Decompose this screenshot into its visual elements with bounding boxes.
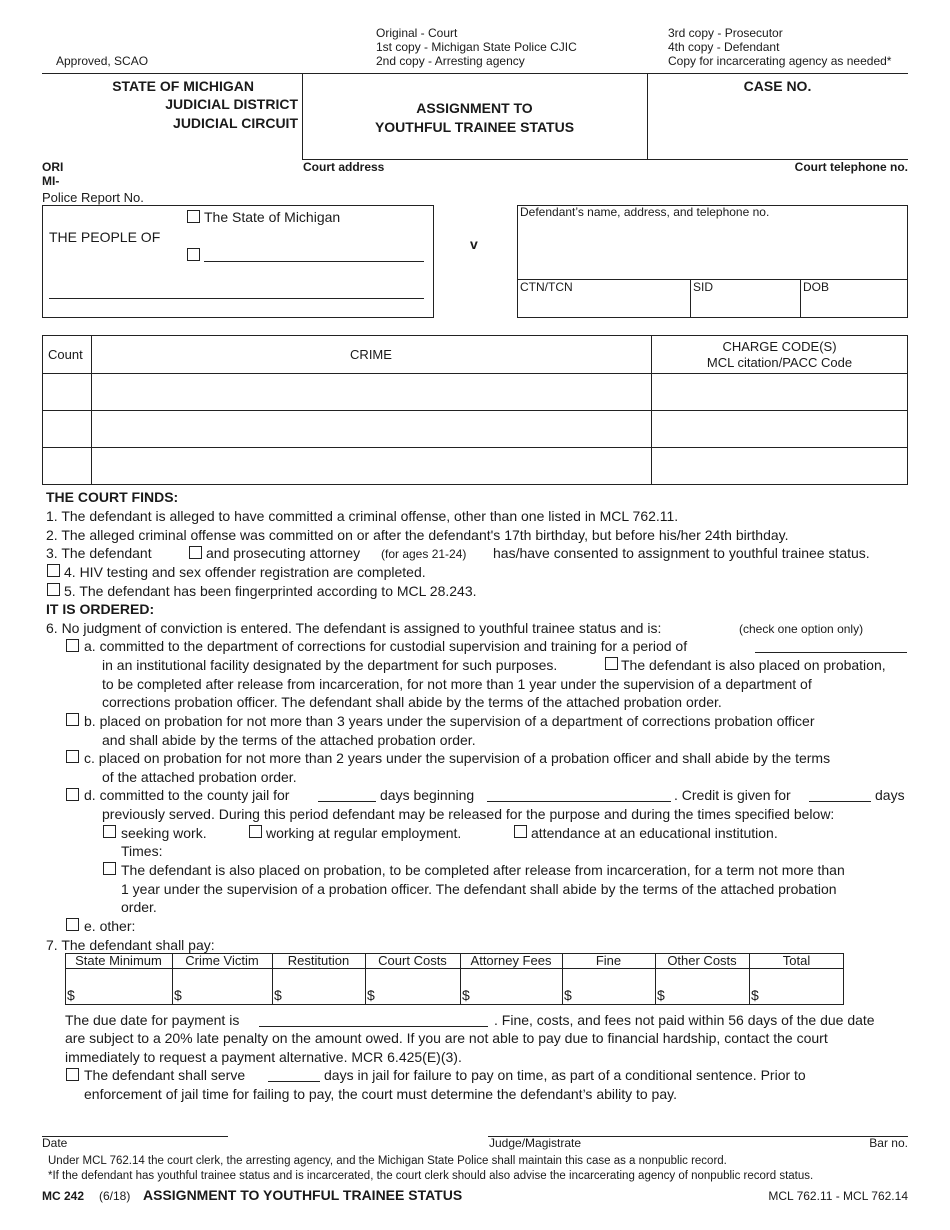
finding-3-defendant: 3. The defendant (46, 545, 152, 561)
late-penalty-line2: are subject to a 20% late penalty on the amount owed. If you are not able to pay due to financial hardship, contact the court (65, 1030, 828, 1046)
restitution-header: Restitution (287, 953, 350, 968)
due-date-line[interactable] (259, 1026, 488, 1027)
copy-original: Original - Court (376, 26, 458, 40)
defendant-info-label: Defendant’s name, address, and telephone no. (520, 205, 770, 219)
other-costs-header: Other Costs (667, 953, 737, 968)
plaintiff-blank-line[interactable] (49, 298, 424, 299)
state-of-michigan-checkbox[interactable] (187, 210, 200, 223)
form-title-line1: ASSIGNMENT TO (416, 100, 533, 116)
option-d-probation-line1: The defendant is also placed on probation, to be completed after release from incarceration, for a term not more than (121, 862, 845, 878)
state-minimum-amount[interactable]: $ (67, 987, 75, 1003)
jail-failure-line1: days in jail for failure to pay on time, as part of a conditional sentence. Prior to (324, 1067, 806, 1083)
copy-incarcerating: Copy for incarcerating agency as needed* (668, 54, 892, 68)
option-d-jail: d. committed to the county jail for (84, 787, 290, 803)
finding-4-checkbox[interactable] (47, 564, 60, 577)
charge-code-header: CHARGE CODE(S) (722, 339, 837, 354)
educational-institution-checkbox[interactable] (514, 825, 527, 838)
finding-3-ages-note: (for ages 21-24) (381, 547, 467, 561)
ori-label: ORI (42, 160, 64, 174)
option-d-days: days (875, 787, 905, 803)
finding-5: 5. The defendant has been fingerprinted according to MCL 28.243. (64, 583, 477, 599)
jail-failure-checkbox[interactable] (66, 1068, 79, 1081)
option-a-line4: corrections probation officer. The defendant shall abide by the terms of the attached probation order. (102, 694, 722, 710)
total-amount[interactable]: $ (751, 987, 759, 1003)
other-plaintiff-line[interactable] (204, 261, 424, 262)
option-a-line3: to be completed after release from incarceration, for not more than 1 year under the supervision of a department of (102, 676, 812, 692)
jail-failure-line2: enforcement of jail time for failing to pay, the court must determine the defendant’s ability to pay. (84, 1086, 677, 1102)
sid-label: SID (693, 280, 714, 294)
finding-3-prosecutor-checkbox[interactable] (189, 546, 202, 559)
approved-scao: Approved, SCAO (56, 54, 149, 68)
option-e-checkbox[interactable] (66, 918, 79, 931)
option-c-checkbox[interactable] (66, 750, 79, 763)
finding-1: 1. The defendant is alleged to have committed a criminal offense, other than one listed in MCL 762.11. (46, 508, 679, 524)
copy-4th: 4th copy - Defendant (668, 40, 780, 54)
option-d-credit: . Credit is given for (674, 787, 791, 803)
option-a-probation: The defendant is also placed on probation, (621, 657, 886, 673)
option-b-line1: b. placed on probation for not more than 3 years under the supervision of a department of corrections probation officer (84, 713, 815, 729)
copy-1st: 1st copy - Michigan State Police CJIC (376, 40, 577, 54)
crime-victim-amount[interactable]: $ (174, 987, 182, 1003)
finding-4: 4. HIV testing and sex offender registration are completed. (64, 564, 426, 580)
other-costs-amount[interactable]: $ (657, 987, 665, 1003)
nonpublic-note: Under MCL 762.14 the court clerk, the arresting agency, and the Michigan State Police shall maintain this case as a nonpublic record. (48, 1155, 727, 1167)
judge-label: Judge/Magistrate (489, 1136, 582, 1150)
count-header: Count (48, 347, 83, 362)
court-costs-header: Court Costs (378, 953, 447, 968)
late-penalty-line1: . Fine, costs, and fees not paid within 56 days of the due date (494, 1012, 875, 1028)
option-e-label: e. other: (84, 918, 136, 934)
finding-3-consent: has/have consented to assignment to youthful trainee status. (493, 545, 870, 561)
date-label: Date (42, 1136, 68, 1150)
option-d-probation-checkbox[interactable] (103, 862, 116, 875)
header-top-rule (42, 73, 908, 74)
footer-mcl: MCL 762.11 - MCL 762.14 (768, 1189, 908, 1203)
seeking-work-checkbox[interactable] (103, 825, 116, 838)
copy-2nd: 2nd copy - Arresting agency (376, 54, 525, 68)
educational-institution-label: attendance at an educational institution. (531, 825, 778, 841)
times-label: Times: (121, 843, 163, 859)
court-costs-amount[interactable]: $ (367, 987, 375, 1003)
option-d-line2: previously served. During this period defendant may be released for the purpose and during the times specified below: (102, 806, 835, 822)
seeking-work-label: seeking work. (121, 825, 207, 841)
option-a-checkbox[interactable] (66, 639, 79, 652)
judicial-district: JUDICIAL DISTRICT (165, 96, 298, 112)
option-d-probation-line3: order. (121, 899, 157, 915)
jail-failure-days-line[interactable] (268, 1081, 320, 1082)
fine-header: Fine (595, 953, 622, 968)
option-d-checkbox[interactable] (66, 788, 79, 801)
attorney-fees-amount[interactable]: $ (462, 987, 470, 1003)
bar-no-label: Bar no. (869, 1136, 908, 1150)
header-divider-left (302, 73, 303, 159)
police-report-label: Police Report No. (42, 190, 144, 205)
order-6-note: (check one option only) (739, 622, 864, 636)
due-date-label: The due date for payment is (65, 1012, 240, 1028)
versus-label: v (470, 236, 478, 252)
attorney-fees-header: Attorney Fees (470, 953, 552, 968)
form-title-line2: YOUTHFUL TRAINEE STATUS (374, 119, 575, 135)
defendant-box-div2 (800, 279, 801, 318)
fine-amount[interactable]: $ (564, 987, 572, 1003)
form-number: MC 242 (42, 1189, 85, 1203)
crime-table-row3 (42, 447, 908, 448)
footer-title: ASSIGNMENT TO YOUTHFUL TRAINEE STATUS (143, 1187, 463, 1203)
state-minimum-header: State Minimum (75, 953, 162, 968)
option-b-checkbox[interactable] (66, 713, 79, 726)
regular-employment-label: working at regular employment. (266, 825, 462, 841)
crime-table-row2 (42, 410, 908, 411)
option-a-line1: a. committed to the department of corrections for custodial supervision and training for a period of (84, 638, 688, 654)
copy-3rd: 3rd copy - Prosecutor (668, 26, 783, 40)
restitution-amount[interactable]: $ (274, 987, 282, 1003)
order-6: 6. No judgment of conviction is entered. The defendant is assigned to youthful trainee status and is: (46, 620, 662, 636)
finding-3-prosecutor: and prosecuting attorney (206, 545, 361, 561)
regular-employment-checkbox[interactable] (249, 825, 262, 838)
state-of-michigan-option: The State of Michigan (204, 209, 341, 225)
defendant-box (517, 205, 908, 318)
court-telephone-label: Court telephone no. (794, 160, 908, 174)
judicial-circuit: JUDICIAL CIRCUIT (173, 115, 298, 131)
option-b-line2: and shall abide by the terms of the attached probation order. (102, 732, 476, 748)
option-a-period-line[interactable] (755, 652, 907, 653)
option-c-line2: of the attached probation order. (102, 769, 297, 785)
form-revision: (6/18) (99, 1189, 131, 1203)
people-of-label: THE PEOPLE OF (49, 229, 161, 245)
option-a-line2: in an institutional facility designated by the department for such purposes. (102, 657, 558, 673)
finding-5-checkbox[interactable] (47, 583, 60, 596)
court-address-label: Court address (303, 160, 385, 174)
option-d-probation-line2: 1 year under the supervision of a probation officer. The defendant shall abide by the terms of the attached probation (121, 881, 837, 897)
crime-victim-header: Crime Victim (185, 953, 259, 968)
pay-table-header-rule (65, 968, 844, 969)
option-d-jail-days-line[interactable] (318, 801, 376, 802)
option-a-probation-checkbox[interactable] (605, 657, 618, 670)
mcl-citation-header: MCL citation/PACC Code (706, 355, 853, 370)
option-d-credit-line[interactable] (809, 801, 871, 802)
incarcerating-note: *If the defendant has youthful trainee status and is incarcerated, the court clerk should also advise the incarcerating agency of nonpublic record status. (48, 1170, 814, 1182)
mi-label: MI- (42, 174, 60, 188)
total-header: Total (782, 953, 811, 968)
court-finds-heading: THE COURT FINDS: (46, 489, 179, 505)
defendant-box-div1 (690, 279, 691, 318)
crime-table-row1 (42, 373, 908, 374)
finding-2: 2. The alleged criminal offense was committed on or after the defendant's 17th birthday, but before his/her 24th birthday. (46, 527, 789, 543)
case-no-label: CASE NO. (743, 78, 812, 94)
ordered-heading: IT IS ORDERED: (46, 601, 155, 617)
order-7: 7. The defendant shall pay: (46, 937, 215, 953)
jail-failure-label: The defendant shall serve (84, 1067, 246, 1083)
option-d-beginning-line[interactable] (487, 801, 671, 802)
state-of-michigan: STATE OF MICHIGAN (112, 78, 254, 94)
late-penalty-line3: immediately to request a payment alternative. MCR 6.425(E)(3). (65, 1049, 462, 1065)
ctn-label: CTN/TCN (520, 280, 573, 294)
case-no-field[interactable] (660, 100, 900, 152)
dob-label: DOB (803, 280, 830, 294)
crime-header: CRIME (350, 347, 392, 362)
other-plaintiff-checkbox[interactable] (187, 248, 200, 261)
date-line[interactable] (42, 1136, 228, 1137)
option-c-line1: c. placed on probation for not more than 2 years under the supervision of a probation officer and shall abide by the terms (84, 750, 831, 766)
option-d-days-beginning: days beginning (380, 787, 475, 803)
